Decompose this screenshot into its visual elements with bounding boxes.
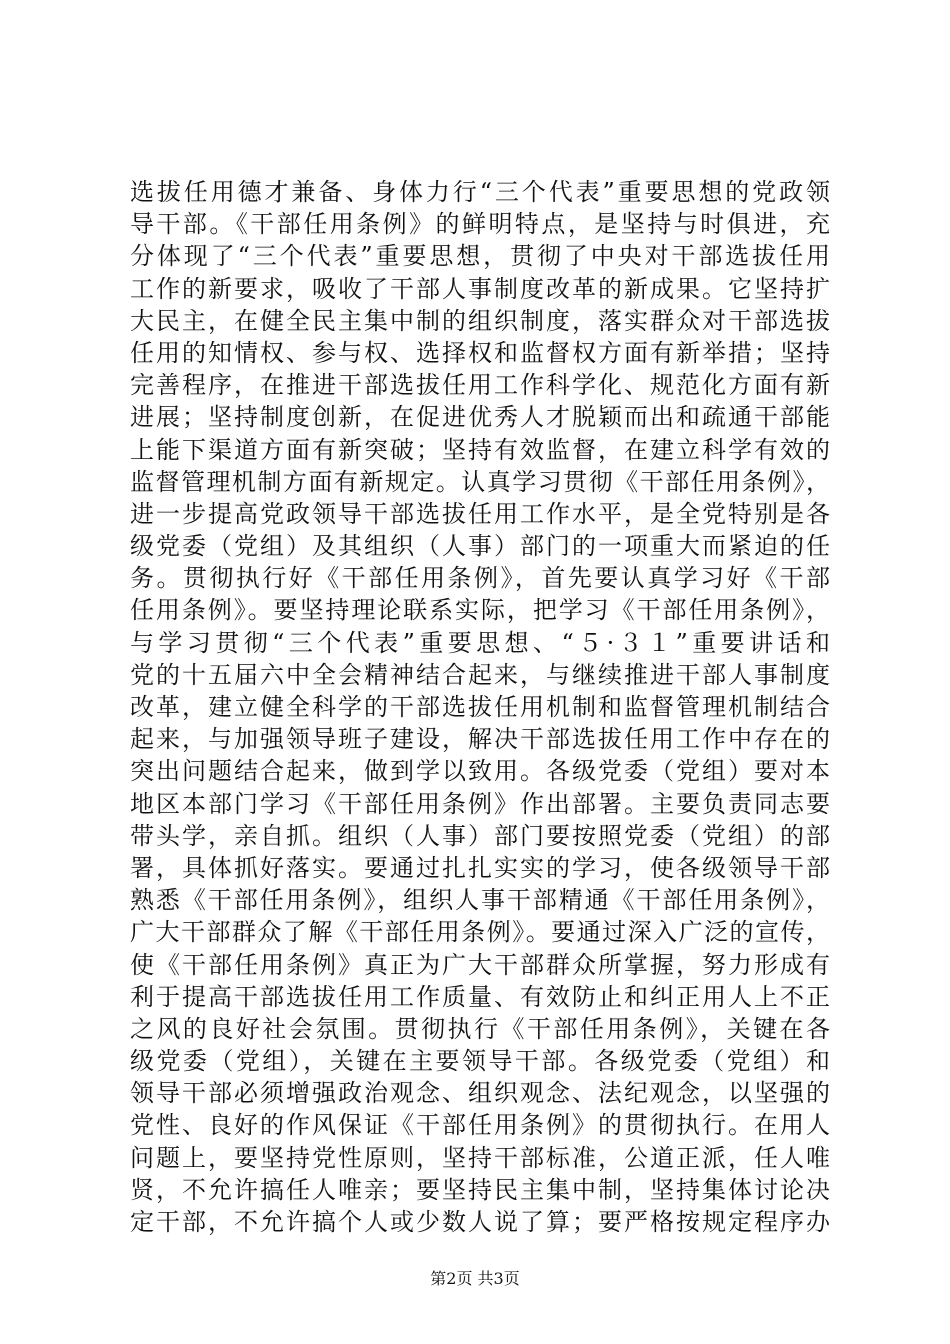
text-line: 上能下渠道方面有新突破；坚持有效监督，在建立科学有效的: [130, 435, 830, 464]
text-line: 起来，与加强领导班子建设，解决干部选拔任用工作中存在的: [130, 725, 830, 754]
page-number-label: 第2页 共3页: [430, 1269, 520, 1288]
text-line: 党性、良好的作风保证《干部任用条例》的贯彻执行。在用人: [130, 1111, 830, 1140]
text-line: 改革，建立健全科学的干部选拔任用机制和监督管理机制结合: [130, 693, 830, 721]
text-line: 监督管理机制方面有新规定。认真学习贯彻《干部任用条例》，: [130, 467, 830, 496]
text-line: 带头学，亲自抓。组织（人事）部门要按照党委（党组）的部: [130, 821, 830, 850]
text-line: 与学习贯彻“三个代表”重要思想、“５·３１”重要讲话和: [130, 628, 830, 657]
text-line: 级党委（党组）及其组织（人事）部门的一项重大而紧迫的任: [130, 532, 830, 561]
text-line: 任用条例》。要坚持理论联系实际，把学习《干部任用条例》，: [130, 596, 830, 625]
text-line: 署，具体抓好落实。要通过扎扎实实的学习，使各级领导干部: [130, 853, 830, 882]
text-line: 完善程序，在推进干部选拔任用工作科学化、规范化方面有新: [130, 371, 830, 400]
text-line: 广大干部群众了解《干部任用条例》。要通过深入广泛的宣传，: [130, 918, 830, 947]
text-line: 进一步提高党政领导干部选拔任用工作水平，是全党特别是各: [130, 499, 830, 528]
text-line: 任用的知情权、参与权、选择权和监督权方面有新举措；坚持: [130, 338, 830, 367]
text-line: 熟悉《干部任用条例》，组织人事干部精通《干部任用条例》，: [130, 886, 830, 915]
text-line: 利于提高干部选拔任用工作质量、有效防止和纠正用人上不正: [130, 982, 830, 1011]
text-line: 问题上，要坚持党性原则，坚持干部标准，公道正派，任人唯: [130, 1143, 830, 1172]
text-line: 务。贯彻执行好《干部任用条例》，首先要认真学习好《干部: [130, 564, 830, 593]
text-line: 大民主，在健全民主集中制的组织制度，落实群众对干部选拔: [130, 306, 830, 335]
text-line: 工作的新要求，吸收了干部人事制度改革的新成果。它坚持扩: [130, 274, 830, 303]
text-line: 使《干部任用条例》真正为广大干部群众所掌握，努力形成有: [130, 950, 830, 979]
text-line: 领导干部必须增强政治观念、组织观念、法纪观念，以坚强的: [130, 1079, 830, 1108]
text-line: 导干部。《干部任用条例》的鲜明特点，是坚持与时俱进，充: [130, 210, 830, 239]
text-line: 定干部，不允许搞个人或少数人说了算；要严格按规定程序办: [130, 1208, 830, 1236]
text-line: 党的十五届六中全会精神结合起来，与继续推进干部人事制度: [130, 660, 830, 689]
text-line: 突出问题结合起来，做到学以致用。各级党委（党组）要对本: [130, 757, 830, 786]
text-line: 级党委（党组），关键在主要领导干部。各级党委（党组）和: [130, 1047, 830, 1076]
text-line: 贤，不允许搞任人唯亲；要坚持民主集中制，坚持集体讨论决: [130, 1175, 830, 1204]
text-line: 进展；坚持制度创新，在促进优秀人才脱颖而出和疏通干部能: [130, 403, 830, 432]
text-line: 分体现了“三个代表”重要思想，贯彻了中央对干部选拔任用: [130, 242, 830, 271]
body-text: [130, 176, 830, 1238]
text-line: 之风的良好社会氛围。贯彻执行《干部任用条例》，关键在各: [130, 1014, 830, 1043]
page-footer: [0, 1266, 950, 1289]
text-line: 选拔任用德才兼备、身体力行“三个代表”重要思想的党政领: [130, 178, 830, 206]
text-line: 地区本部门学习《干部任用条例》作出部署。主要负责同志要: [130, 789, 830, 818]
